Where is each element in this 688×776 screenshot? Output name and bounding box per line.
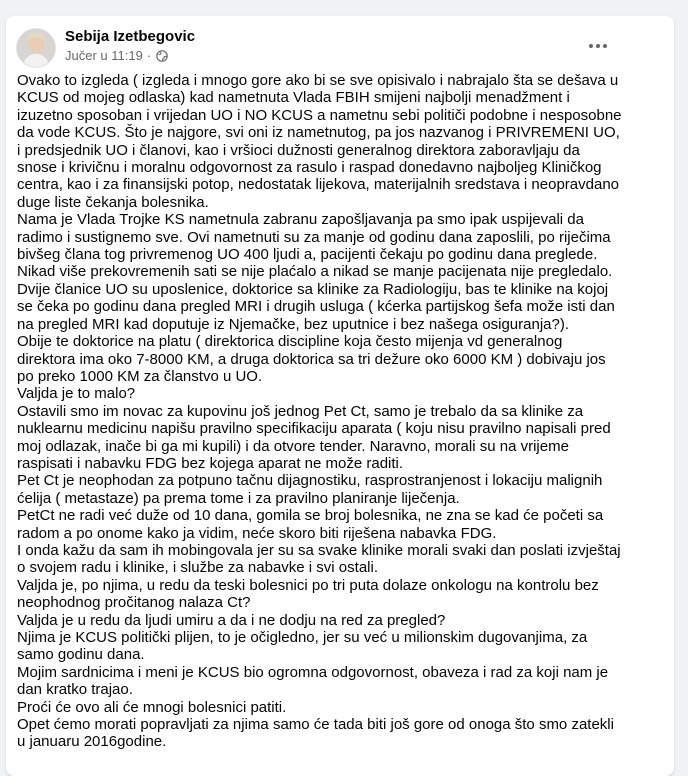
post-paragraph: Proći će ovo ali će mnogi bolesnici patiti. (17, 698, 287, 716)
more-options-icon (589, 44, 593, 48)
post-paragraph: Nikad više prekovremenih sati se nije plaćalo a nikad se manje pacijenata nije pregledalo. (17, 263, 613, 281)
more-options-dot (596, 44, 600, 48)
post-paragraph: Ovako to izgleda ( izgleda i mnogo gore ako bi se sve opisivalo i nabrajalo šta se dešava u KCUS od mojeg odlaska) kad nametnuta Vlada FBIH smijeni najbolji menadžment i izuzetno sposoban i vrijedan UO i NO KCUS a nametnu sebi političi podobne i nesposobne da vode KCUS. Što je najgore, svi oni iz nametnutog, pa jos nazvanog i PRIVREMENI UO, i predsjednik UO i članovi, kao i vršioci dužnosti generalnog direktora zaboravljaju da snose i krivičnu i moralnu odgovornost za rasulo i raspad donedavno najboljeg Kliničkog centra, kao i za finansijski potop, nedostatak lijekova, materijalnih sredstava i neopravdano duge liste čekanja bolesnika. (17, 72, 622, 211)
post-paragraph: Mojim sardnicima i meni je KCUS bio ogromna odgovornost, obaveza i rad za koji nam je dan kratko trajao. (17, 663, 609, 699)
avatar-photo (17, 29, 55, 67)
avatar[interactable] (16, 28, 56, 68)
post-paragraph: Valjda je to malo? (17, 385, 136, 403)
post-paragraph: I onda kažu da sam ih mobingovala jer su sa svake klinike morali svaki dan poslati izvještaj o svojem radu i klinike, i službe za nabavke i svi ostali. (17, 541, 621, 577)
post-text (17, 72, 622, 751)
post-paragraph: Ostavili smo im novac za kupovinu još jednog Pet Ct, samo je trebalo da sa klinike za nuklearnu medicinu napišu pravilno specifikaciju aparata ( koju nisu pravilno napisali pred moj odlazak, inače bi ga mi kupili) i da otvore tender. Naravno, morali su na vrijeme raspisati i nabavku FDG bez kojega aparat ne može raditi. (17, 402, 611, 472)
post-card (6, 16, 674, 776)
globe-icon[interactable] (156, 50, 168, 62)
post-paragraph: Njima je KCUS politički plijen, to je očigledno, jer su već u milionskim dugovanjima, za samo godinu dana. (17, 629, 588, 664)
post-paragraph: Pet Ct je neophodan za potpuno tačnu dijagnostiku, rasprostranjenost i lokaciju malignih ćelija ( metastaze) pa prema tome i za pravilno planiranje liječenja. (17, 472, 603, 507)
post-paragraph: Obije te doktorice na platu ( direktorica discipline koja često mijenja vd generalnog direktora ima oko 7-8000 KM, a druga doktorica sa tri dežure oko 6000 KM ) dobivaju jos po preko 1000 KM za članstvo u UO. (17, 333, 606, 385)
post-paragraph: Dvije članice UO su uposlenice, doktorice sa klinike za Radiologiju, bas te klinike na kojoj se čeka po godinu dana pregled MRI i drugih usluga ( kćerka partijskog šefa može isti dan na pregled MRI kad doputuje iz Njemačke, bez uputnice i bez našega osiguranja?). (17, 280, 615, 333)
post-paragraph: PetCt ne radi već duže od 10 dana, gomila se broj bolesnika, ne zna se kad će početi sa radom a po onome kako ja vidim, neće skoro biti riješena nabavka FDG. (17, 507, 604, 542)
meta-separator: · (146, 48, 152, 63)
post-paragraph: Nama je Vlada Trojke KS nametnula zabranu zapošljavanja pa smo ipak uspijevali da radimo i sustignemo sve. Ovi nametnuti su za manje od godinu dana zaposlili, po riječima bivšeg člana tog privremenog UO 400 ljudi a, pacijenti čekaju po godinu dana preglede. (17, 211, 611, 264)
post-paragraph: Opet ćemo morati popravljati za njima samo će tada biti još gore od onoga što smo zatekli u januaru 2016godine. (17, 716, 614, 751)
post-header (6, 16, 674, 72)
more-options-button[interactable] (580, 28, 616, 64)
more-options-dot (603, 44, 607, 48)
post-meta (65, 48, 168, 63)
author-name[interactable]: Sebija Izetbegovic (65, 28, 196, 45)
post-paragraph: Valjda je u redu da ljudi umiru a da i ne dodju na red za pregled? (17, 611, 446, 629)
post-paragraph: Valjda je, po njima, u redu da teski bolesnici po tri puta dolaze onkologu na kontrolu bez neophodnog pročitanog nalaza Ct? (17, 576, 599, 612)
post-timestamp[interactable]: Jučer u 11:19 (65, 48, 143, 63)
